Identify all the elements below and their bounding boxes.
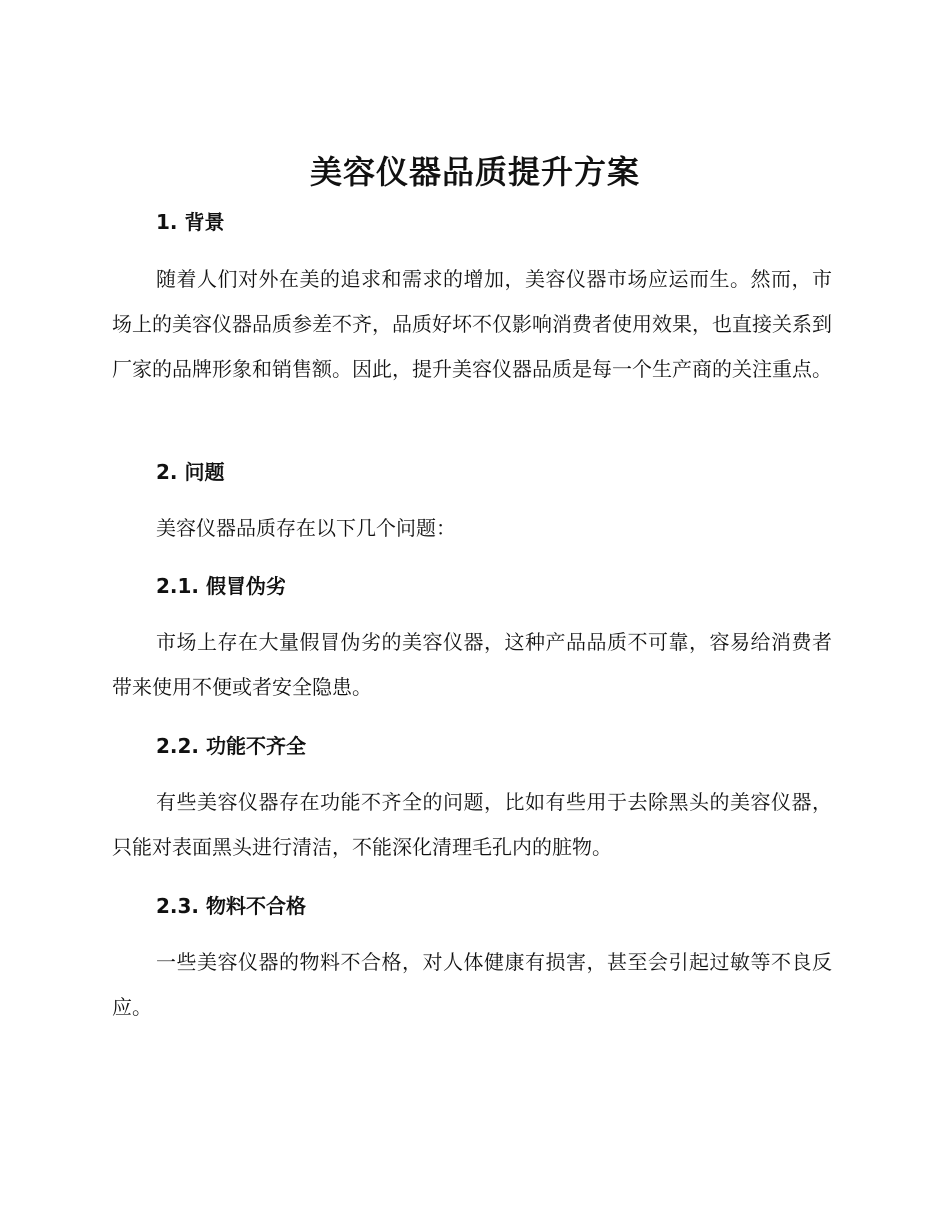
section-paragraph-unqualified-materials: 一些美容仪器的物料不合格，对人体健康有损害，甚至会引起过敏等不良反应。 [112,950,832,1019]
section-paragraph-incomplete-functions: 有些美容仪器存在功能不齐全的问题，比如有些用于去除黑头的美容仪器，只能对表面黑头进行清洁，不能深化清理毛孔内的脏物。 [112,790,832,859]
section-heading-counterfeit: 2.1. 假冒伪劣 [156,574,286,598]
section-paragraph-counterfeit: 市场上存在大量假冒伪劣的美容仪器，这种产品品质不可靠，容易给消费者带来使用不便或者安全隐患。 [112,630,832,699]
section-heading-incomplete-functions: 2.2. 功能不齐全 [156,734,306,758]
section-heading-problems: 2. 问题 [156,460,225,484]
document-title: 美容仪器品质提升方案 [309,153,640,191]
section-paragraph-problems: 美容仪器品质存在以下几个问题： [156,516,456,540]
section-heading-background: 1. 背景 [156,210,225,234]
section-heading-unqualified-materials: 2.3. 物料不合格 [156,894,306,918]
section-paragraph-background: 随着人们对外在美的追求和需求的增加，美容仪器市场应运而生。然而，市场上的美容仪器品质参差不齐，品质好坏不仅影响消费者使用效果，也直接关系到厂家的品牌形象和销售额。因此，提升美容仪器品质是每一个生产商的关注重点。 [112,267,832,381]
